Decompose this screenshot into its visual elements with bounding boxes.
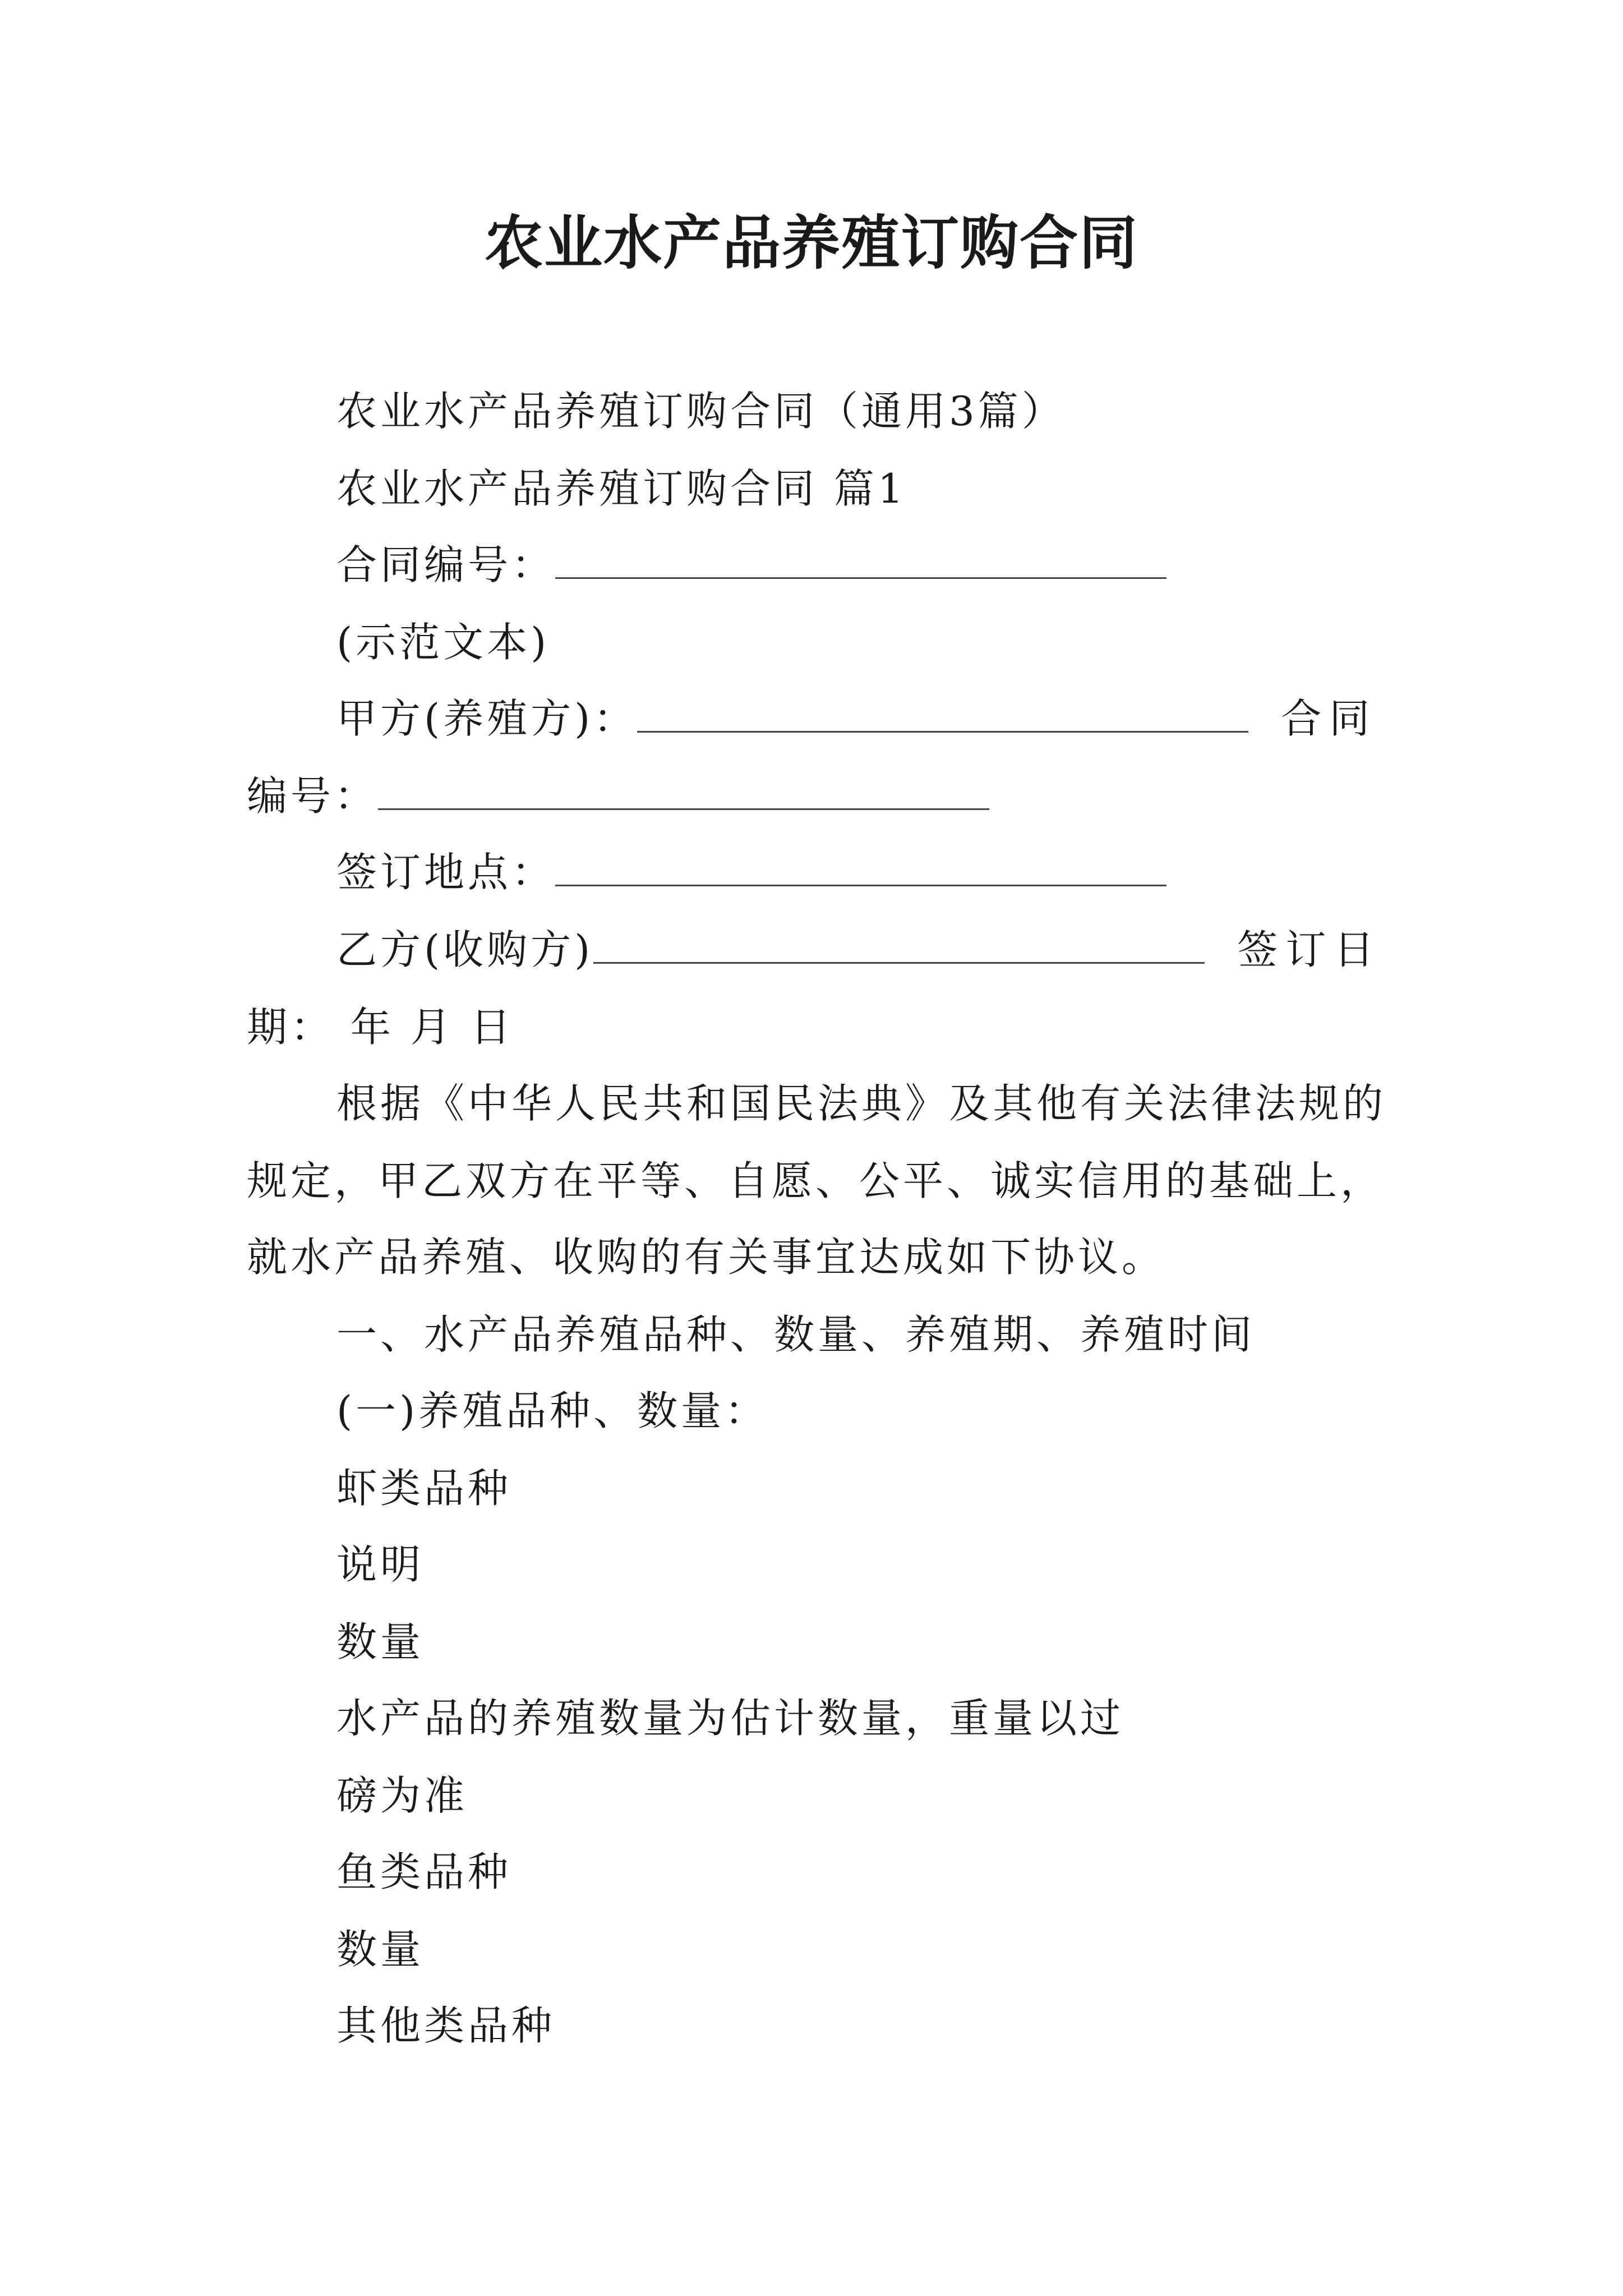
- party-a-label: 甲方(养殖方)：: [336, 695, 638, 742]
- list-item: 鱼类品种: [336, 1848, 512, 1895]
- party-b-line: [336, 924, 1382, 975]
- signing-place-label: 签订地点：: [336, 849, 556, 896]
- party-a-trailing-text: 合同: [1281, 695, 1378, 742]
- list-item: 说明: [336, 1541, 425, 1588]
- contract-number-blank-2: [378, 774, 989, 810]
- party-a-blank: [637, 696, 1248, 733]
- section-1-heading: 一、水产品养殖品种、数量、养殖期、养殖时间: [336, 1311, 1256, 1358]
- preamble-line-2: 规定，甲乙双方在平等、自愿、公平、诚实信用的基础上，: [247, 1157, 1385, 1204]
- party-b-blank: [593, 927, 1205, 964]
- contract-number-label-2: 编号：: [247, 772, 379, 820]
- document-subtitle: 农业水产品养殖订购合同（通用3篇）: [336, 388, 1066, 435]
- signing-place-line: [336, 847, 1166, 898]
- part-heading: 农业水产品养殖订购合同 篇1: [336, 465, 907, 512]
- list-item: 水产品的养殖数量为估计数量，重量以过: [336, 1695, 1124, 1742]
- party-a-line: [336, 693, 1377, 744]
- preamble-text-1: 根据《中华人民共和国民法典》及其他有关法律法规的: [336, 1080, 1387, 1127]
- section-1-subheading: (一)养殖品种、数量：: [336, 1387, 769, 1434]
- party-b-trailing-text: 签订日: [1237, 926, 1382, 973]
- contract-number-label: 合同编号：: [336, 541, 556, 588]
- list-item: 数量: [336, 1618, 425, 1665]
- list-item: 其他类品种: [336, 2002, 556, 2049]
- sample-text-note: (示范文本): [336, 619, 550, 666]
- contract-number-line-2: [247, 771, 989, 821]
- page-title: 农业水产品养殖订购合同: [484, 208, 1138, 277]
- list-item: 虾类品种: [336, 1465, 512, 1512]
- party-b-label: 乙方(收购方): [336, 926, 594, 973]
- signing-place-blank: [555, 850, 1166, 886]
- signing-date-line: 期： 年 月 日: [247, 1004, 514, 1051]
- list-item: 数量: [336, 1926, 425, 1973]
- preamble-line-1: [247, 1078, 1387, 1129]
- contract-number-blank: [555, 542, 1166, 579]
- list-item: 磅为准: [336, 1772, 468, 1819]
- preamble-line-3: 就水产品养殖、收购的有关事宜达成如下协议。: [247, 1234, 1166, 1281]
- contract-number-line: [336, 540, 1166, 590]
